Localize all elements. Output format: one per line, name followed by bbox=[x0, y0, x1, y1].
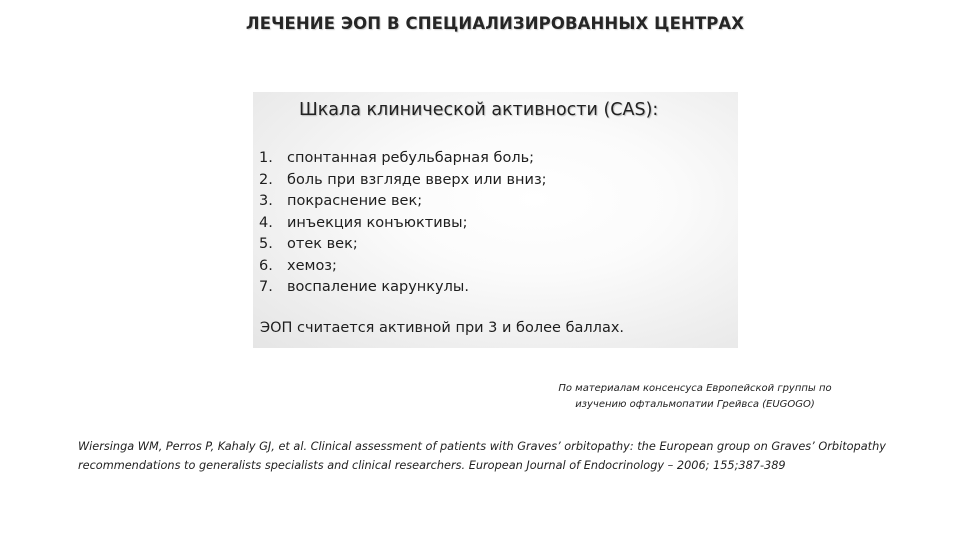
item-text: отек век; bbox=[287, 236, 358, 252]
item-number: 4. bbox=[259, 214, 273, 231]
list-item bbox=[259, 234, 547, 256]
source-note-line: По материалам консенсуса Европейской группы по bbox=[558, 383, 832, 394]
item-number: 1. bbox=[259, 150, 273, 166]
source-note bbox=[545, 381, 845, 413]
item-text: воспаление карункулы. bbox=[287, 279, 469, 295]
item-text: боль при взгляде вверх или вниз; bbox=[287, 171, 547, 188]
list-item bbox=[259, 170, 547, 192]
item-number: 6. bbox=[259, 257, 273, 274]
list-item bbox=[259, 213, 547, 235]
item-number: 3. bbox=[259, 193, 273, 209]
list-item bbox=[259, 277, 547, 299]
list-item bbox=[259, 256, 547, 278]
cas-criteria-list bbox=[259, 148, 547, 299]
item-text: инъекция конъюктивы; bbox=[287, 214, 468, 231]
reference-citation: Wiersinga WM, Perros P, Kahaly GJ, et al. Clinical assessment of patients with Graves’ orbitopathy: the European group on Graves’ Orbitopathy recommendations to generalists specialists and clinical researchers. European Journal of Endocrinology – 2006; 155;387-389 bbox=[78, 440, 886, 472]
list-item bbox=[259, 148, 547, 170]
item-number: 5. bbox=[259, 236, 273, 252]
item-number: 7. bbox=[259, 279, 273, 295]
source-note-line: изучению офтальмопатии Грейвса (EUGOGO) bbox=[575, 399, 815, 410]
item-text: хемоз; bbox=[287, 257, 337, 274]
item-text: покраснение век; bbox=[287, 193, 423, 209]
slide-title: ЛЕЧЕНИЕ ЭОП В СПЕЦИАЛИЗИРОВАННЫХ ЦЕНТРАХ bbox=[245, 14, 745, 33]
cas-title: Шкала клинической активности (CAS): bbox=[299, 100, 659, 120]
list-item bbox=[259, 191, 547, 213]
item-text: спонтанная ребульбарная боль; bbox=[287, 150, 535, 166]
cas-panel bbox=[253, 92, 738, 348]
item-number: 2. bbox=[259, 171, 273, 188]
activity-threshold-note: ЭОП считается активной при 3 и более баллах. bbox=[260, 320, 625, 336]
